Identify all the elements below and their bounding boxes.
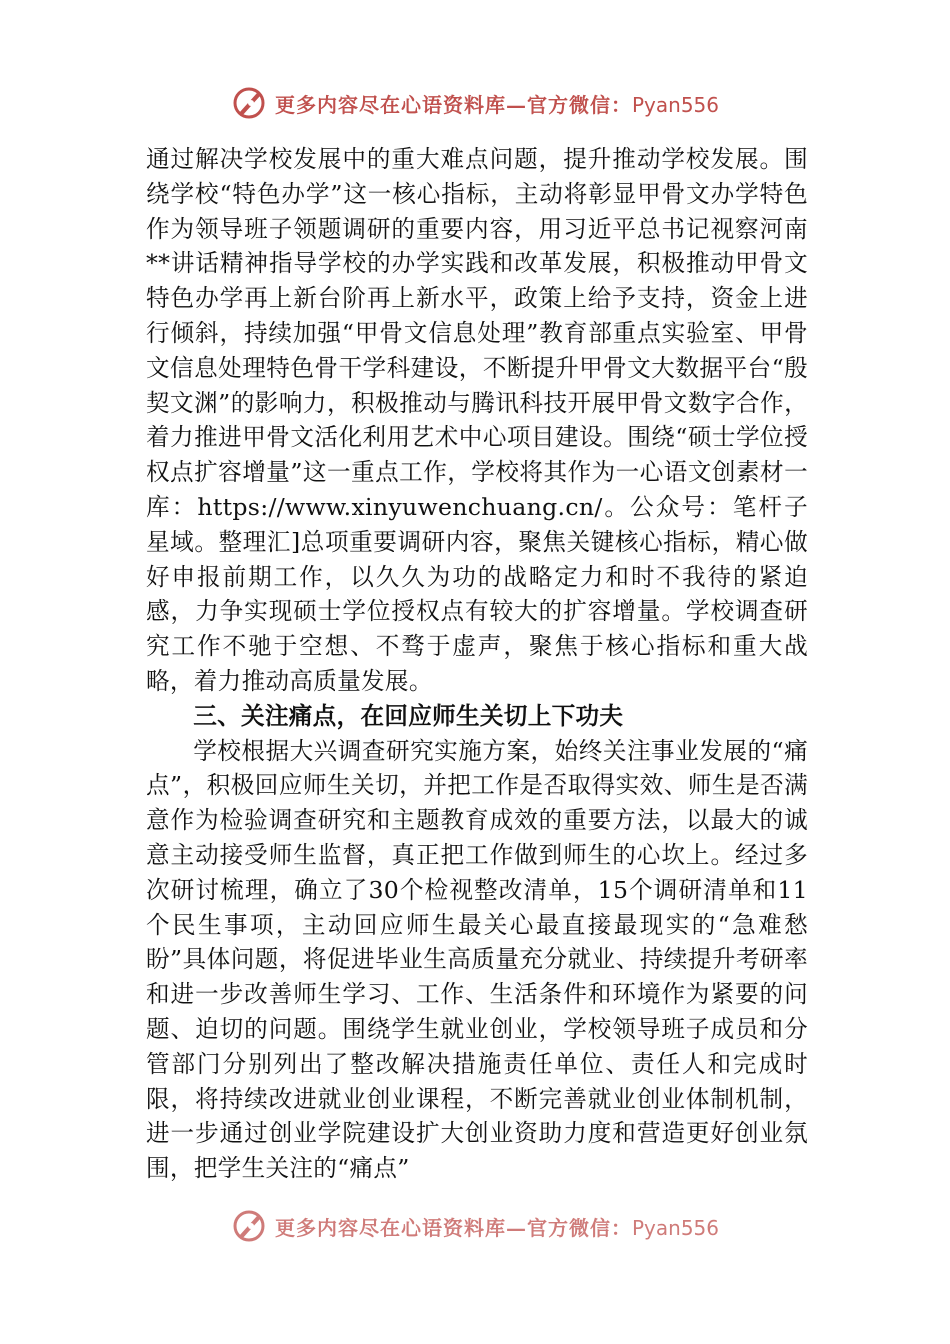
- document-body: [146, 142, 808, 1186]
- footer-watermark: [0, 1206, 950, 1246]
- header-watermark: [0, 80, 950, 126]
- body-paragraph-1: 通过解决学校发展中的重大难点问题，提升推动学校发展。围绕学校“特色办学”这一核心指标，主动将彰显甲骨文办学特色作为领导班子领题调研的重要内容，用习近平总书记视察河南**讲话精神指导学校的办学实践和改革发展，积极推动甲骨文特色办学再上新台阶再上新水平，政策上给予支持，资金上进行倾斜，持续加强“甲骨文信息处理”教育部重点实验室、甲骨文信息处理特色骨干学科建设，不断提升甲骨文大数据平台“殷契文渊”的影响力，积极推动与腾讯科技开展甲骨文数字合作，着力推进甲骨文活化利用艺术中心项目建设。围绕“硕士学位授权点扩容增量”这一重点工作，学校将其作为一心语文创素材一库：https://www.xinyuwenchuang.cn/。公众号：笔杆子星域。整理汇]总项重要调研内容，聚焦关键核心指标，精心做好申报前期工作，以久久为功的战略定力和时不我待的紧迫感，力争实现硕士学位授权点有较大的扩容增量。学校调查研究工作不驰于空想、不骛于虚声，聚焦于核心指标和重大战略，着力推动高质量发展。: [146, 145, 808, 695]
- header-watermark-text: 更多内容尽在心语资料库—官方微信：Pyan556: [274, 92, 719, 117]
- footer-watermark-text: 更多内容尽在心语资料库—官方微信：Pyan556: [274, 1215, 719, 1240]
- pen-circle-logo-icon: [231, 1208, 267, 1244]
- section-heading: 三、关注痛点，在回应师生关切上下功夫: [193, 701, 624, 730]
- body-paragraph-2: 学校根据大兴调查研究实施方案，始终关注事业发展的“痛点”，积极回应师生关切，并把工作是否取得实效、师生是否满意作为检验调查研究和主题教育成效的重要方法，以最大的诚意主动接受师生监督，真正把工作做到师生的心坎上。经过多次研讨梳理，确立了30个检视整改清单，15个调研清单和11个民生事项，主动回应师生最关心最直接最现实的“急难愁盼”具体问题，将促进毕业生高质量充分就业、持续提升考研率和进一步改善师生学习、工作、生活条件和环境作为紧要的问题、迫切的问题。围绕学生就业创业，学校领导班子成员和分管部门分别列出了整改解决措施责任单位、责任人和完成时限，将持续改进就业创业课程，不断完善就业创业体制机制，进一步通过创业学院建设扩大创业资助力度和营造更好创业氛围，把学生关注的“痛点”: [146, 736, 808, 1183]
- pen-circle-logo-icon: [231, 85, 267, 121]
- header-watermark-id: Pyan556: [631, 92, 719, 117]
- footer-watermark-id: Pyan556: [631, 1215, 719, 1240]
